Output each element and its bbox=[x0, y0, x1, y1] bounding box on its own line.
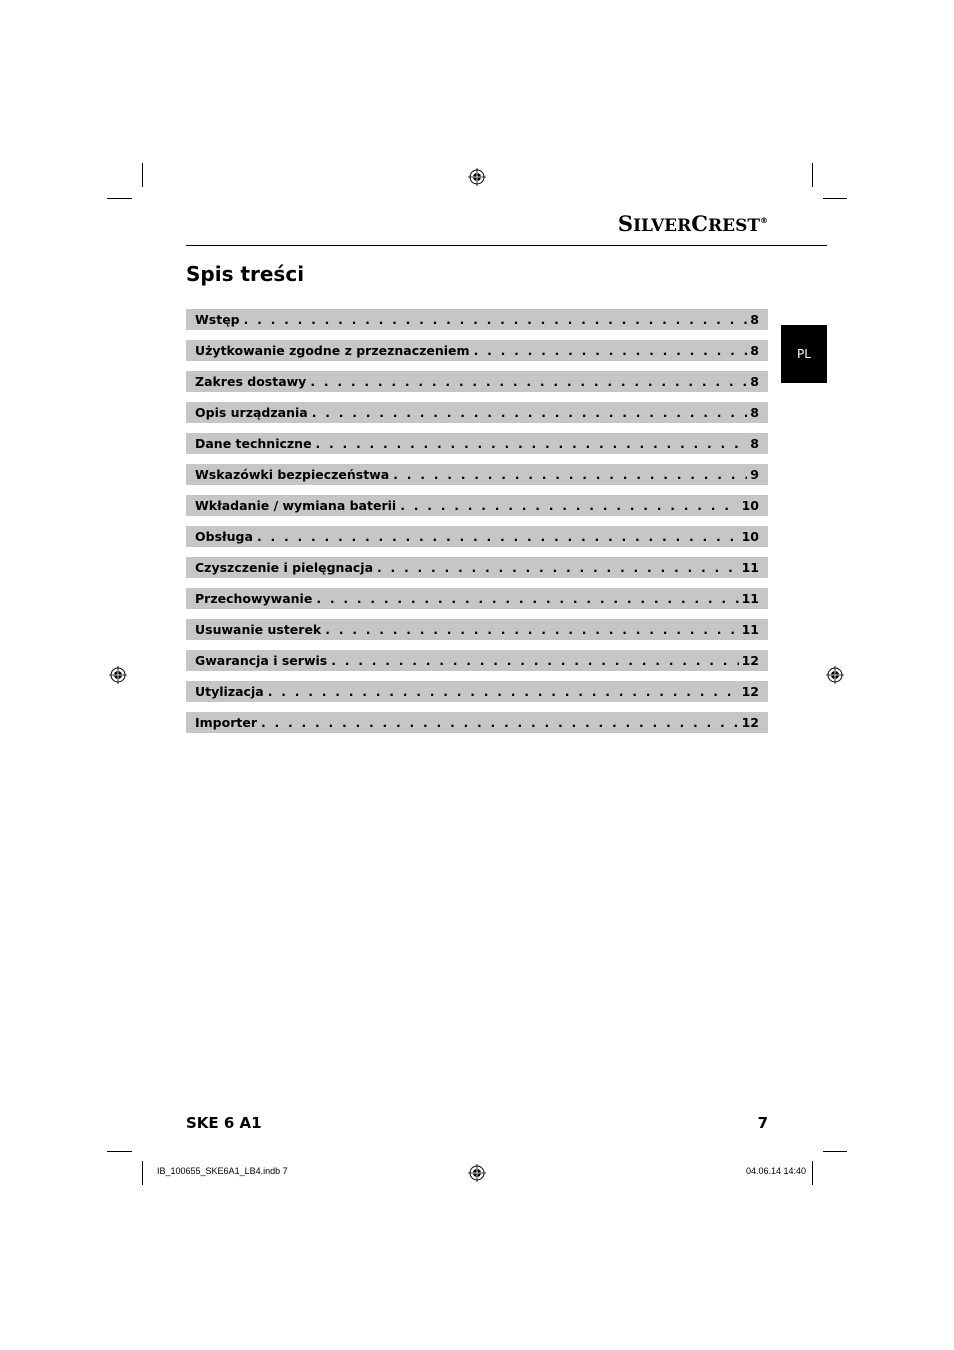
header-rule bbox=[186, 245, 827, 246]
toc-leader bbox=[268, 684, 739, 699]
toc-entry-label: Dane techniczne bbox=[195, 436, 312, 451]
toc-entry-page: 10 bbox=[741, 529, 759, 544]
toc-leader bbox=[257, 529, 739, 544]
crop-mark-bottom-right-vertical bbox=[812, 1161, 813, 1185]
toc-entry-page: 8 bbox=[750, 312, 759, 327]
toc-leader bbox=[316, 436, 748, 451]
toc-entry[interactable] bbox=[186, 371, 768, 392]
registration-mark-icon bbox=[109, 666, 127, 684]
page-title: Spis treści bbox=[186, 262, 305, 286]
toc-entry-label: Użytkowanie zgodne z przeznaczeniem bbox=[195, 343, 470, 358]
toc-entry-page: 12 bbox=[741, 684, 759, 699]
toc-entry-page: 8 bbox=[750, 405, 759, 420]
toc-entry-page: 8 bbox=[750, 343, 759, 358]
crop-mark-top-right-horizontal bbox=[823, 198, 847, 199]
toc-entry-page: 9 bbox=[750, 467, 759, 482]
crop-mark-top-left-vertical bbox=[142, 163, 143, 187]
toc-entry-label: Wstęp bbox=[195, 312, 240, 327]
toc-leader bbox=[393, 467, 747, 482]
toc-entry-label: Obsługa bbox=[195, 529, 253, 544]
toc-leader bbox=[331, 653, 738, 668]
crop-mark-bottom-right-horizontal bbox=[823, 1151, 847, 1152]
page-number: 7 bbox=[757, 1114, 768, 1132]
crop-mark-top-left-horizontal bbox=[107, 198, 132, 199]
toc-leader bbox=[244, 312, 748, 327]
crop-mark-top-right-vertical bbox=[812, 163, 813, 187]
toc-entry-page: 11 bbox=[741, 622, 759, 637]
toc-entry-label: Opis urządzania bbox=[195, 405, 308, 420]
language-tab bbox=[781, 325, 827, 383]
toc-leader bbox=[312, 405, 748, 420]
toc-entry[interactable] bbox=[186, 681, 768, 702]
toc-entry-label: Usuwanie usterek bbox=[195, 622, 322, 637]
toc-leader bbox=[325, 622, 738, 637]
toc-entry-page: 12 bbox=[741, 715, 759, 730]
toc-entry[interactable] bbox=[186, 712, 768, 733]
toc-entry-label: Przechowywanie bbox=[195, 591, 313, 606]
toc-entry[interactable] bbox=[186, 340, 768, 361]
registration-mark-icon bbox=[468, 1164, 486, 1182]
toc-entry-page: 11 bbox=[741, 591, 759, 606]
toc-entry[interactable] bbox=[186, 309, 768, 330]
toc-leader bbox=[316, 591, 738, 606]
toc-entry-label: Zakres dostawy bbox=[195, 374, 307, 389]
toc-entry-label: Wkładanie / wymiana baterii bbox=[195, 498, 397, 513]
toc-leader bbox=[400, 498, 738, 513]
toc-entry-page: 12 bbox=[741, 653, 759, 668]
toc-entry-label: Gwarancja i serwis bbox=[195, 653, 328, 668]
toc-entry[interactable] bbox=[186, 402, 768, 423]
toc-entry[interactable] bbox=[186, 650, 768, 671]
brand-logo: SILVERCREST® bbox=[617, 211, 768, 236]
toc-entry[interactable] bbox=[186, 495, 768, 516]
registration-mark-icon bbox=[826, 666, 844, 684]
toc-entry-label: Czyszczenie i pielęgnacja bbox=[195, 560, 374, 575]
toc-leader bbox=[377, 560, 739, 575]
toc-entry-page: 11 bbox=[741, 560, 759, 575]
model-number: SKE 6 A1 bbox=[186, 1114, 262, 1132]
registration-mark-icon bbox=[468, 168, 486, 186]
toc-entry[interactable] bbox=[186, 588, 768, 609]
toc-entry[interactable] bbox=[186, 526, 768, 547]
crop-mark-bottom-left-horizontal bbox=[107, 1151, 132, 1152]
toc-entry-page: 8 bbox=[750, 374, 759, 389]
toc-entry-page: 10 bbox=[741, 498, 759, 513]
toc-leader bbox=[310, 374, 747, 389]
toc-entry[interactable] bbox=[186, 433, 768, 454]
crop-mark-bottom-left-vertical bbox=[142, 1161, 143, 1185]
slug-date-time: 04.06.14 14:40 bbox=[745, 1166, 806, 1176]
toc-entry-label: Wskazówki bezpieczeństwa bbox=[195, 467, 390, 482]
toc-entry[interactable] bbox=[186, 557, 768, 578]
toc-leader bbox=[261, 715, 739, 730]
toc-entry-page: 8 bbox=[750, 436, 759, 451]
toc-entry[interactable] bbox=[186, 464, 768, 485]
toc-entry-label: Utylizacja bbox=[195, 684, 264, 699]
slug-file-info: IB_100655_SKE6A1_LB4.indb 7 bbox=[157, 1166, 288, 1176]
toc-entry[interactable] bbox=[186, 619, 768, 640]
toc-leader bbox=[474, 343, 748, 358]
toc-entry-label: Importer bbox=[195, 715, 257, 730]
language-tab-label: PL bbox=[797, 347, 811, 361]
